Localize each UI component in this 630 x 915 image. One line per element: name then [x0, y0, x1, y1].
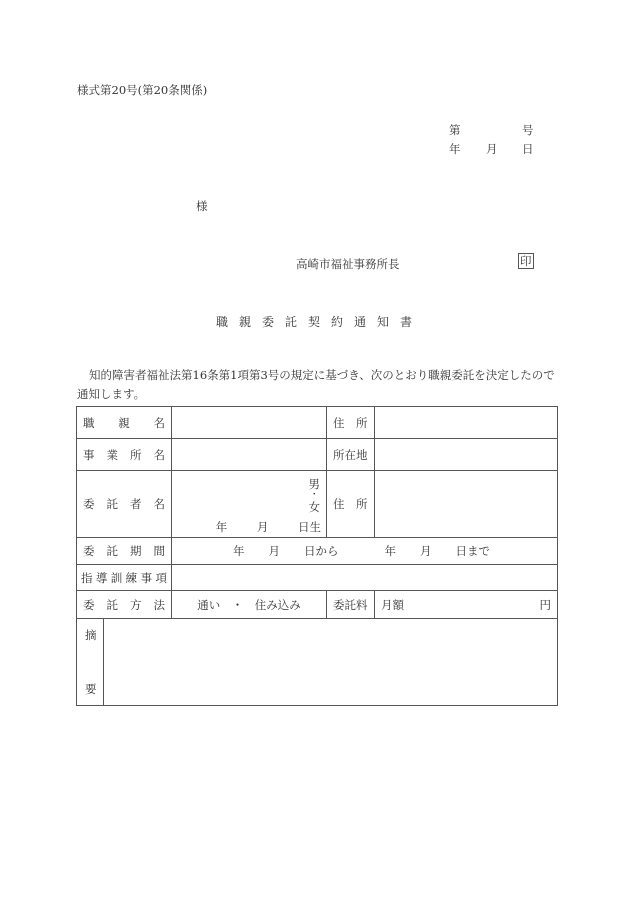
period-from-day: 日から: [304, 544, 339, 558]
table-row-guidance: [77, 565, 558, 591]
label-char: 委: [83, 497, 95, 511]
document-number-suffix: 号: [522, 123, 534, 137]
table-row-entrustee: [77, 471, 558, 538]
body-text: 知的障害者福祉法第16条第1項第3号の規定に基づき、次のとおり職親委託を決定したので通知します。: [77, 368, 555, 401]
label-char: 者: [130, 497, 142, 511]
sex-female-option[interactable]: 女: [308, 500, 320, 514]
label-char: 所: [130, 447, 142, 462]
table-row-business: [77, 439, 558, 471]
summary-cell: [77, 619, 558, 706]
seal-icon: 印: [520, 254, 532, 268]
birth-date[interactable]: [216, 519, 321, 535]
period-from-month: 月: [268, 544, 280, 558]
table-row-foster-parent: [77, 407, 558, 439]
period-from-year: 年: [233, 544, 245, 558]
summary-label-top: 摘: [85, 628, 97, 642]
sex-male-option[interactable]: 男: [308, 477, 320, 491]
document-number-label: 第: [449, 123, 461, 137]
guidance-items-field[interactable]: [172, 565, 558, 591]
label-entrustment-fee: 委託料: [327, 591, 375, 619]
fee-monthly-label: 月額: [381, 597, 404, 612]
label-entrustment-period: [77, 538, 172, 565]
summary-divider: [103, 619, 104, 705]
label-address: 住 所: [327, 471, 375, 538]
label-guidance-items: [77, 565, 172, 591]
label-address: 住 所: [327, 407, 375, 439]
issuer-name: 高崎市福祉事務所長: [296, 257, 400, 271]
date-year-label: 年: [449, 142, 461, 156]
label-char: 託: [106, 544, 118, 558]
label-char: 事: [83, 447, 95, 462]
label-char: 練: [125, 570, 138, 585]
label-char: 名: [153, 415, 165, 430]
sex-selector[interactable]: [309, 477, 321, 514]
label-char: 方: [130, 597, 142, 612]
label-char: 項: [155, 570, 167, 585]
label-char: 法: [153, 597, 165, 612]
table-row-period: [77, 538, 558, 565]
label-char: 業: [106, 447, 118, 462]
label-char: 名: [153, 497, 165, 511]
label-char: 親: [118, 415, 130, 430]
sex-separator: ・: [309, 490, 319, 500]
business-location-field[interactable]: [375, 439, 558, 471]
label-char: 名: [153, 447, 165, 462]
label-location: 所在地: [327, 439, 375, 471]
label-char: 導: [95, 570, 108, 585]
label-char: 委: [83, 544, 95, 558]
entrustment-period-field[interactable]: [172, 538, 558, 565]
table-row-summary: [77, 619, 558, 706]
summary-label-bottom: 要: [85, 682, 97, 696]
period-to-month: 月: [420, 544, 432, 558]
entrustment-fee-field[interactable]: [375, 591, 558, 619]
label-entrustee-name: [77, 471, 172, 538]
recipient-honorific: 様: [196, 199, 208, 213]
label-char: 指: [81, 570, 93, 585]
label-char: 間: [153, 544, 165, 558]
label-char: 期: [130, 544, 142, 558]
table-row-method: [77, 591, 558, 619]
label-entrustment-method: [77, 591, 172, 619]
form-number: 様式第20号(第20条関係): [77, 83, 208, 97]
entrustment-method-options[interactable]: 通い ・ 住み込み: [172, 591, 327, 619]
foster-parent-name-field[interactable]: [172, 407, 327, 439]
summary-field[interactable]: [105, 619, 557, 705]
fee-yen-unit: 円: [539, 597, 551, 612]
label-char: 職: [83, 415, 95, 430]
label-foster-parent-name: [77, 407, 172, 439]
label-business-name: [77, 439, 172, 471]
foster-parent-address-field[interactable]: [375, 407, 558, 439]
date-month-label: 月: [486, 142, 498, 156]
business-name-field[interactable]: [172, 439, 327, 471]
contract-form-table: [76, 406, 558, 706]
entrustee-address-field[interactable]: [375, 471, 558, 538]
label-char: 委: [83, 597, 95, 612]
birth-day-label: 日生: [298, 520, 321, 534]
label-char: 託: [106, 497, 118, 511]
document-title: 職親委託契約通知書: [216, 315, 424, 329]
label-char: 訓: [110, 570, 123, 585]
label-char: 託: [106, 597, 118, 612]
entrustee-name-field[interactable]: [172, 471, 327, 538]
period-to-day: 日まで: [455, 544, 490, 558]
date-day-label: 日: [522, 142, 534, 156]
birth-month-label: 月: [256, 520, 269, 534]
birth-year-label: 年: [215, 520, 228, 534]
label-char: 事: [140, 570, 153, 585]
period-to-year: 年: [384, 544, 396, 558]
